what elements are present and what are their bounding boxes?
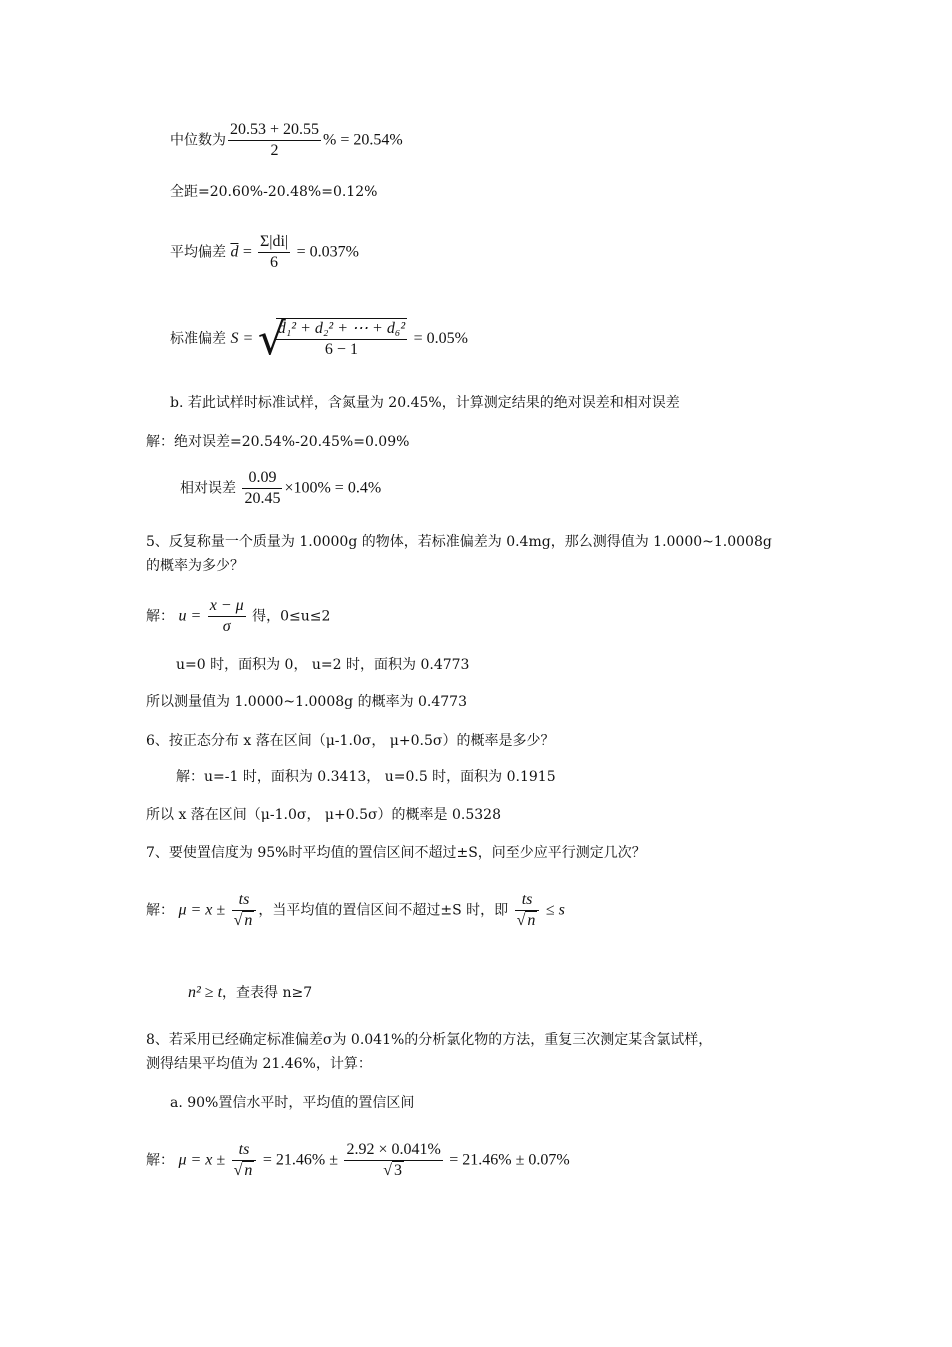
q8-sol-end: = 21.46% ± 0.07% <box>449 1151 570 1169</box>
q7-sol-numerator: ts <box>232 890 257 911</box>
q7-sol-fraction2: $\frac{ts}{√ n}$ <box>515 890 540 931</box>
q8-sol-denominator: n <box>244 1162 253 1179</box>
std-variable: S = <box>230 330 254 347</box>
q8-sol-eq: μ = x ± <box>178 1151 226 1169</box>
q5-sol-denominator: σ <box>222 618 231 635</box>
q8-sol-fraction: $\frac{ts}{√ n}$ <box>232 1140 257 1181</box>
b-question: b. 若此试样时标准试样，含氮量为 20.45%，计算测定结果的绝对误差和相对误差 <box>170 395 680 411</box>
q5-line2: 的概率为多少？ <box>146 558 244 574</box>
std-result: = 0.05% <box>413 330 468 347</box>
median-denominator: 2 <box>270 142 279 159</box>
q7-sol-eq: μ = x ± <box>178 901 226 919</box>
q7-question: 7、要使置信度为 95%时平均值的置信区间不超过±S，问至少应平行测定几次？ <box>146 845 646 861</box>
b-rel-fraction <box>242 468 282 509</box>
avgdev-denominator: 6 <box>270 254 279 271</box>
q8-sol-denominator2: 3 <box>394 1162 403 1179</box>
q5-areas: u=0 时，面积为 0， u=2 时，面积为 0.4773 <box>176 657 470 673</box>
q7-sol-numerator2: ts <box>515 890 540 911</box>
q5-sol-prefix: 解： <box>146 608 174 625</box>
q5-solution <box>146 596 330 637</box>
avgdev-numerator: Σ|di| <box>258 232 290 253</box>
q8-sol-mid: = 21.46% ± <box>262 1151 338 1169</box>
sqrt-symbol: √ $\frac{\text{d₁² + d₂² + ⋯ + d₆²}}{6 - 1}$ <box>257 314 406 365</box>
b-rel-denominator: 20.45 <box>244 490 281 507</box>
q8-sol-numerator2: 2.92 × 0.041% <box>344 1140 442 1161</box>
q5-sol-suffix: 得，0≤u≤2 <box>252 608 331 625</box>
avgdev-variable: $\overline{d}$ <box>230 243 239 261</box>
q8-sol-fraction2: $\frac{2.92 \times 0.041\%}{√ 3}$ <box>346 1141 441 1179</box>
q7-solution <box>146 890 565 931</box>
q6-question: 6、按正态分布 x 落在区间（μ-1.0σ， μ+0.5σ）的概率是多少？ <box>146 733 555 749</box>
q8-solution <box>146 1140 570 1181</box>
std-denominator: 6 − 1 <box>324 341 358 358</box>
std-fraction <box>276 318 407 360</box>
avgdev-line: 平均偏差 $\overline{d}$ = $\frac{\Sigma|di|}{6}$ = 0.037% <box>170 233 359 271</box>
median-result: % = 20.54% <box>323 131 403 149</box>
q7-sol-prefix: 解： <box>146 902 174 919</box>
median-label: 中位数为 <box>170 132 226 149</box>
median-fraction <box>228 120 321 161</box>
b-absolute-error: 解：绝对误差=20.54%-20.45%=0.09% <box>146 434 410 450</box>
q5-line1: 5、反复称量一个质量为 1.0000g 的物体，若标准偏差为 0.4mg，那么测得值为 1.0000~1.0008g <box>146 534 772 550</box>
q7-sol-fraction: $\frac{ts}{√ n}$ <box>232 890 257 931</box>
q8-sol-prefix: 解： <box>146 1152 174 1169</box>
q5-conclusion: 所以测量值为 1.0000~1.0008g 的概率为 0.4773 <box>146 694 468 710</box>
q7-n-line <box>188 983 312 1003</box>
q7-lookup: ，查表得 n≥7 <box>222 985 313 1001</box>
q6-solution: 解：u=-1 时，面积为 0.3413， u=0.5 时，面积为 0.1915 <box>176 769 556 785</box>
q7-sol-end: ≤ s <box>545 901 565 919</box>
std-line <box>170 314 468 365</box>
q6-conclusion: 所以 x 落在区间（μ-1.0σ， μ+0.5σ）的概率是 0.5328 <box>146 807 501 823</box>
q8-sol-numerator: ts <box>232 1140 257 1161</box>
q7-sol-denominator: n <box>244 912 253 929</box>
avgdev-fraction <box>258 232 290 273</box>
range-line: 全距=20.60%-20.48%=0.12% <box>170 184 378 200</box>
q5-sol-var: u = <box>178 607 202 625</box>
avgdev-result: = 0.037% <box>296 243 359 261</box>
q7-sol-mid: ，当平均值的置信区间不超过±S 时，即 <box>258 902 509 919</box>
median-numerator: 20.53 + 20.55 <box>228 120 321 141</box>
q8-a: a. 90%置信水平时，平均值的置信区间 <box>170 1095 415 1111</box>
b-rel-numerator: 0.09 <box>242 468 282 489</box>
b-rel-result: ×100% = 0.4% <box>284 479 382 497</box>
q5-sol-fraction <box>208 596 246 637</box>
q8-line1: 8、若采用已经确定标准偏差σ为 0.041%的分析氯化物的方法，重复三次测定某含氯试样， <box>146 1032 713 1048</box>
q7-n2: n² ≥ t <box>188 984 223 1001</box>
q8-line2: 测得结果平均值为 21.46%，计算： <box>146 1056 372 1072</box>
median-line <box>170 120 403 161</box>
avgdev-label: 平均偏差 <box>170 244 226 261</box>
q7-sol-denominator2: n <box>527 912 536 929</box>
q5-sol-numerator: x − μ <box>208 596 246 617</box>
std-label: 标准偏差 <box>170 331 226 347</box>
std-numerator: d₁² + d₂² + ⋯ + d₆² <box>276 318 407 340</box>
b-rel-label: 相对误差 <box>180 480 236 497</box>
b-relative-line <box>180 468 381 509</box>
